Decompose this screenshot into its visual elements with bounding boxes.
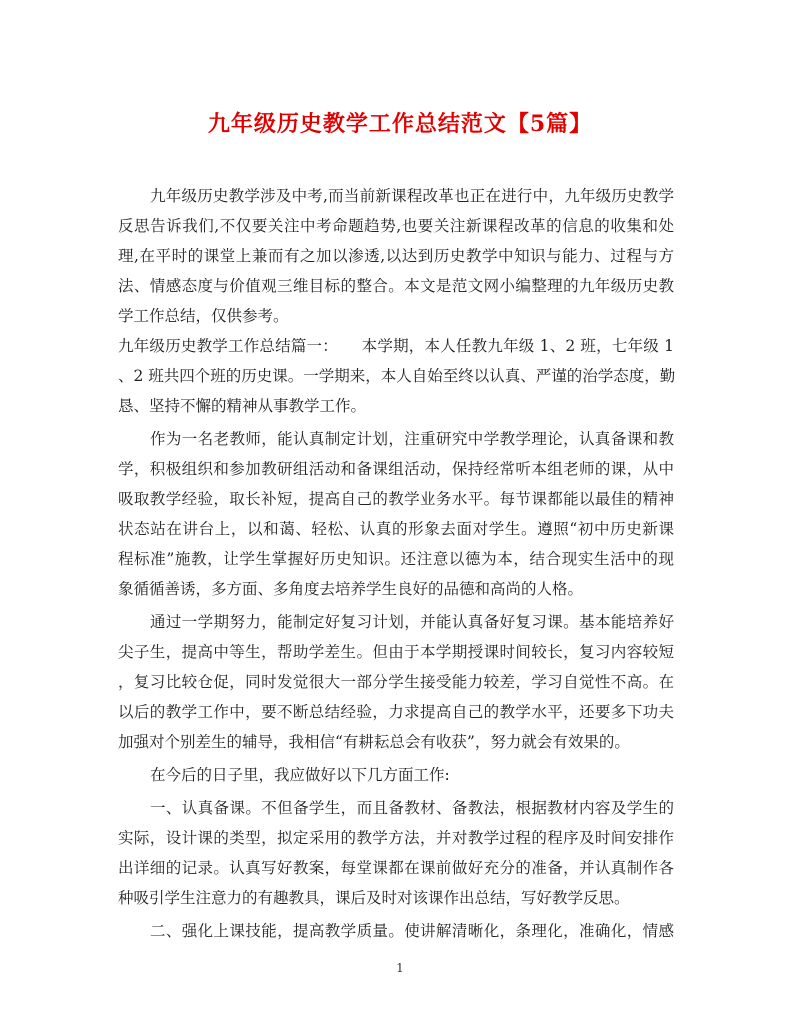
text-line: 九年级历史教学涉及中考,而当前新课程改革也正在进行中，九年级历史教学 (150, 187, 674, 205)
text-line: 吸取教学经验，取长补短，提高自己的教学业务水平。每节课都能以最佳的精神 (118, 490, 674, 508)
text-line: 反思告诉我们,不仅要关注中考命题趋势,也要关注新课程改革的信息的收集和处 (118, 217, 674, 235)
text-line: 学，积极组织和参加教研组活动和备课组活动，保持经常听本组老师的课，从中 (118, 460, 674, 478)
text-line: 象循循善诱，多方面、多角度去培养学生良好的品德和高尚的人格。 (118, 580, 584, 598)
text-line: 法、情感态度与价值观三维目标的整合。本文是范文网小编整理的九年级历史教 (118, 277, 674, 295)
text-line: 种吸引学生注意力的有趣教具，课后及时对该课作出总结，写好教学反思。 (118, 889, 630, 907)
text-line: 作为一名老教师，能认真制定计划，注重研究中学教学理论，认真备课和教 (150, 430, 674, 448)
text-line: 恳、坚持不懈的精神从事教学工作。 (118, 397, 367, 415)
section-heading-line: 九年级历史教学工作总结篇一： 本学期，本人任教九年级 1、2 班，七年级 1 (118, 337, 674, 355)
document-title: 九年级历史教学工作总结范文【5篇】 (207, 111, 593, 137)
text-line: 二、强化上课技能，提高教学质量。使讲解清晰化，条理化，准确化，情感 (150, 922, 674, 940)
document-body (118, 181, 674, 946)
text-line: 实际，设计课的类型，拟定采用的教学方法，并对教学过程的程序及时间安排作 (118, 829, 674, 847)
text-line: 通过一学期努力，能制定好复习计划，并能认真备好复习课。基本能培养好 (150, 613, 674, 631)
text-line: 状态站在讲台上，以和蔼、轻松、认真的形象去面对学生。遵照“初中历史新课 (118, 520, 674, 538)
page-number: 1 (396, 961, 404, 975)
text-line: 一、认真备课。不但备学生，而且备教材、备教法，根据教材内容及学生的 (150, 799, 674, 817)
text-line: 学工作总结，仅供参考。 (118, 307, 289, 325)
text-line: 加强对个别差生的辅导，我相信“有耕耘总会有收获”，努力就会有效果的。 (118, 733, 630, 751)
text-line: 程标准”施教，让学生掌握好历史知识。还注意以德为本，结合现实生活中的现 (118, 550, 674, 568)
text-line: 以后的教学工作中，要不断总结经验，力求提高自己的教学水平，还要多下功夫 (118, 703, 674, 721)
text-line: ，复习比较仓促，同时发觉很大一部分学生接受能力较差，学习自觉性不高。在 (118, 673, 674, 691)
text-line: 在今后的日子里，我应做好以下几方面工作: (150, 766, 450, 784)
text-line: 、2 班共四个班的历史课。一学期来，本人自始至终以认真、严谨的治学态度，勤 (118, 367, 676, 385)
text-line: 尖子生，提高中等生，帮助学差生。但由于本学期授课时间较长，复习内容较短 (118, 643, 674, 661)
text-line: 出详细的记录。认真写好教案，每堂课都在课前做好充分的准备，并认真制作各 (118, 859, 674, 877)
text-line: 理,在平时的课堂上兼而有之加以渗透,以达到历史教学中知识与能力、过程与方 (118, 247, 674, 265)
